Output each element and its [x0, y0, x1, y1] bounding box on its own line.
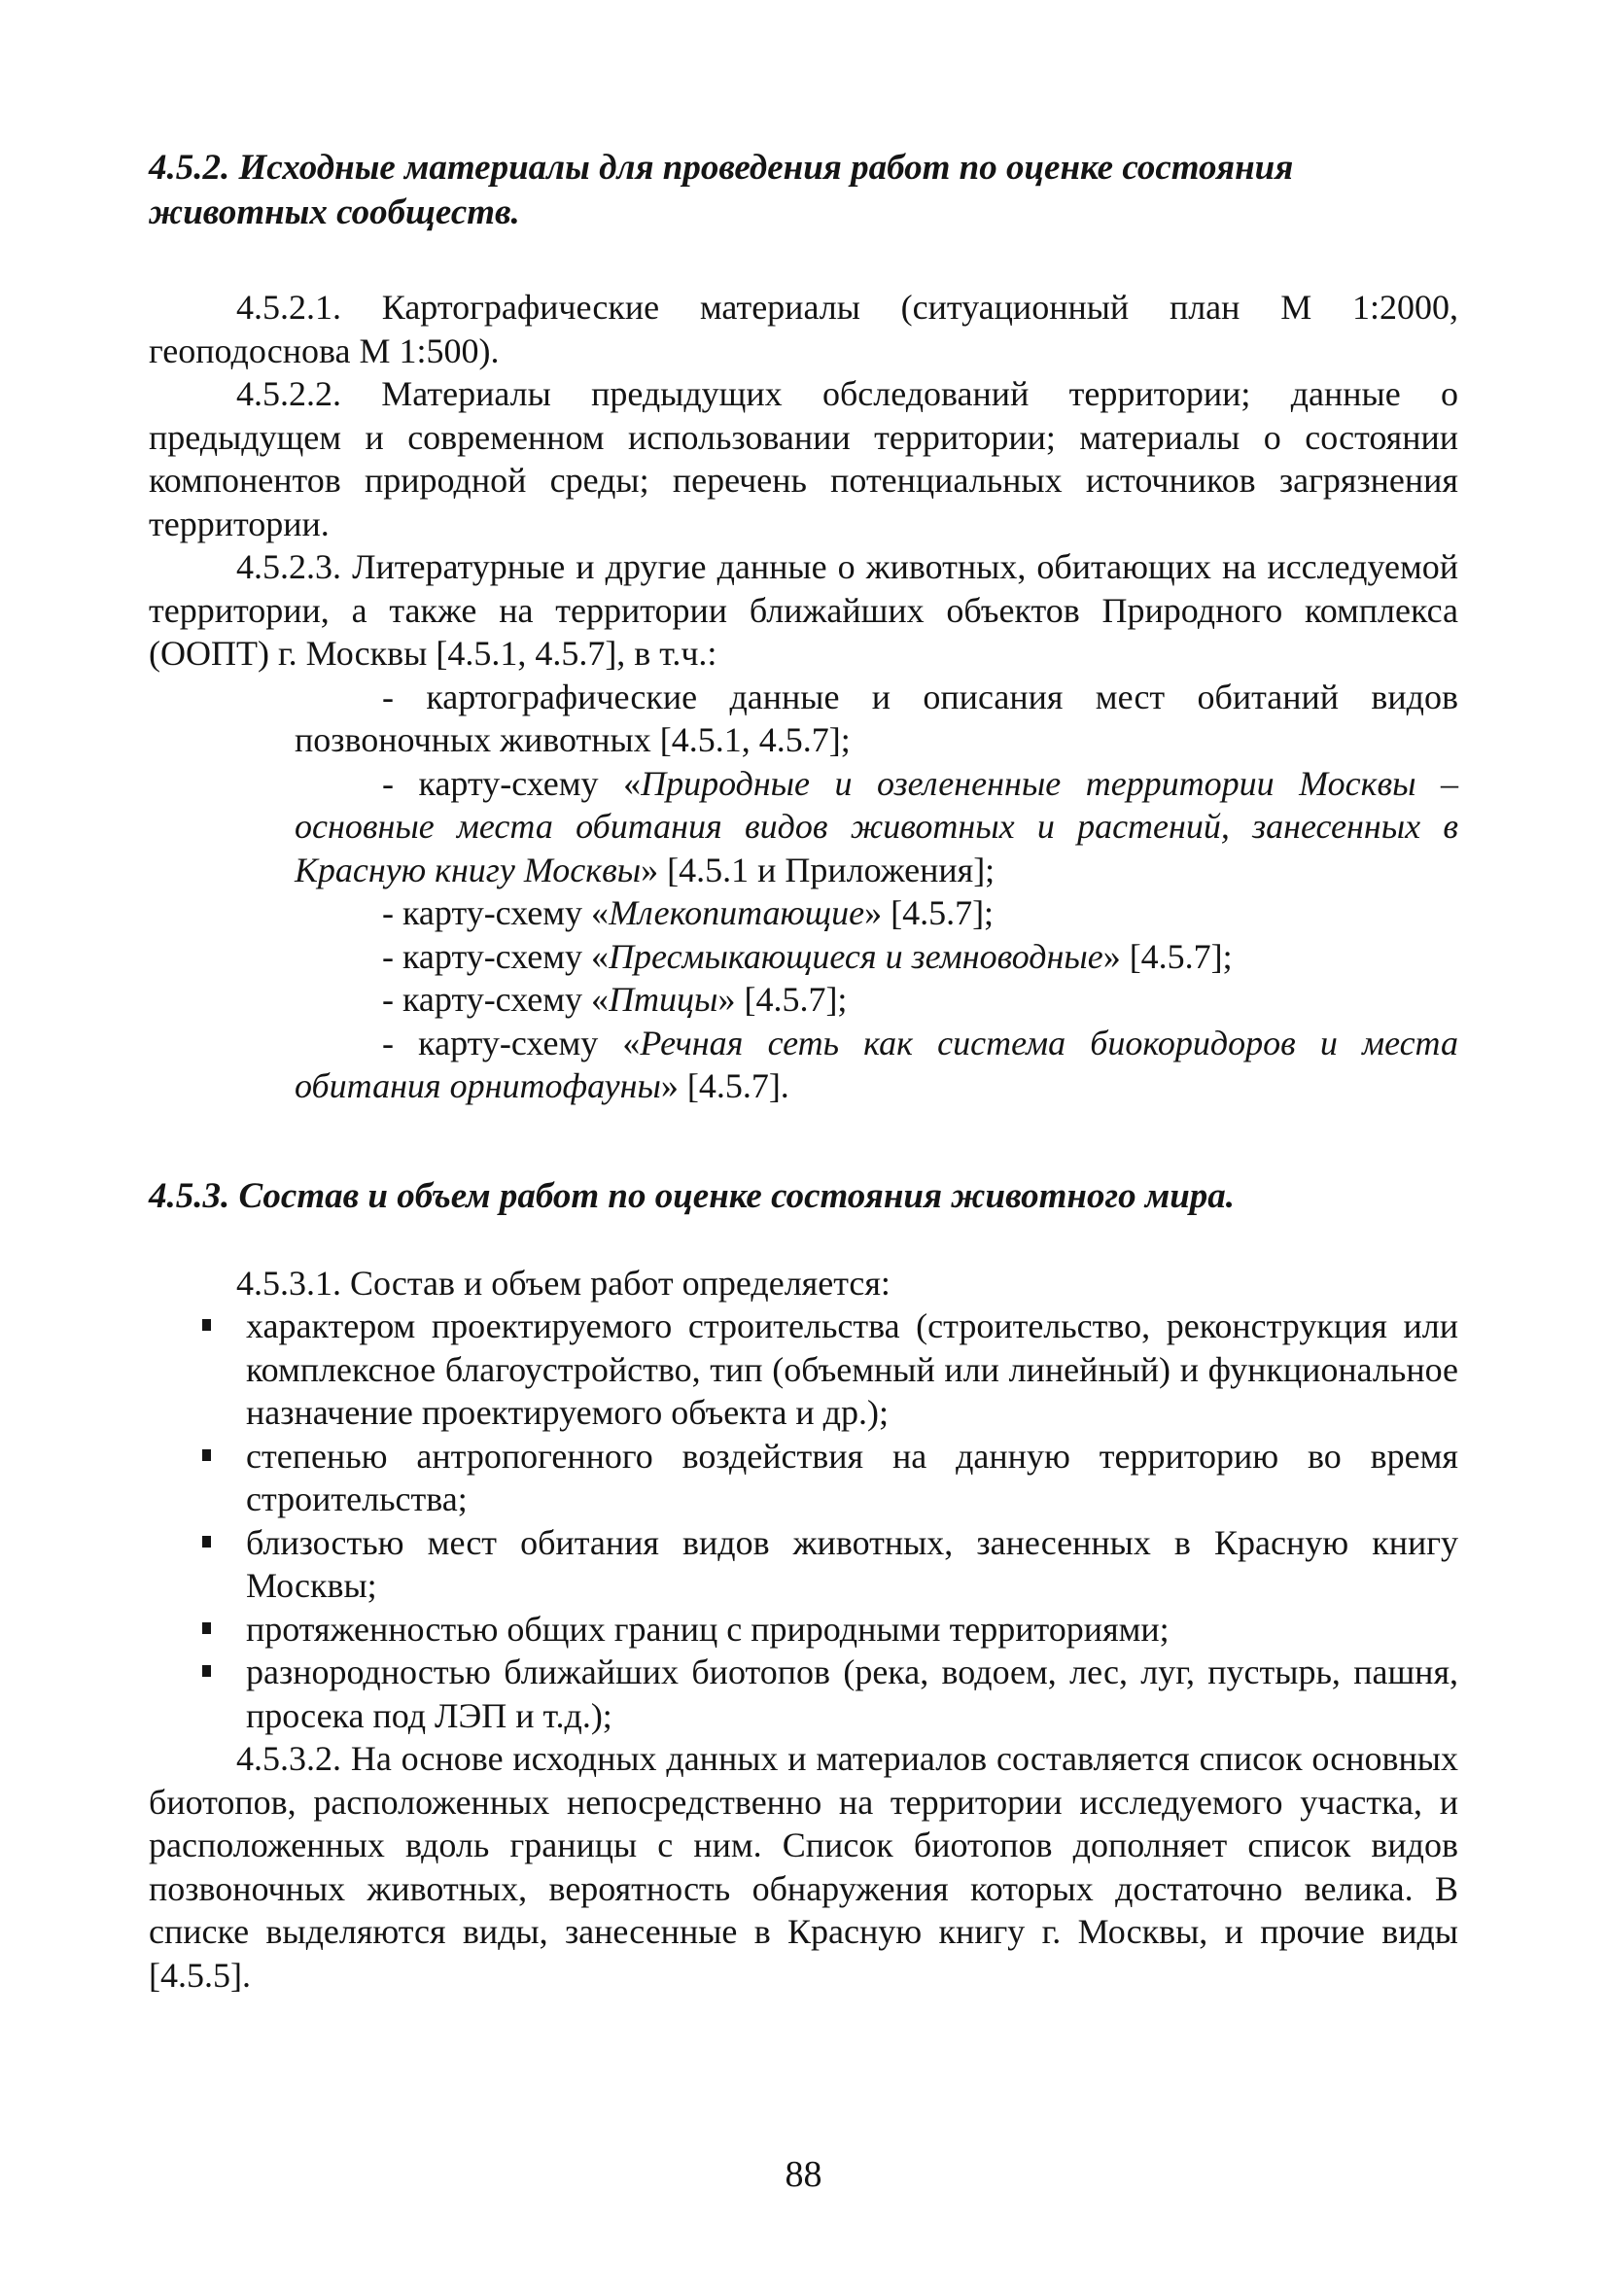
bullet-icon [202, 1536, 211, 1548]
bullet-icon [202, 1665, 211, 1677]
source-item: - карту-схему «Млекопитающие» [4.5.7]; [382, 893, 995, 932]
bullet-icon [202, 1449, 211, 1461]
list-item: разнородностью ближайших биотопов (река, водоем, лес, луг, пустырь, пашня, просека под ЛЭП и т.д.); [149, 1651, 1458, 1737]
source-item: - карту-схему «Птицы» [4.5.7]; [382, 980, 848, 1019]
source-item: - карту-схему «Природные и озелененные территории Москвы – основные места обитания видов животных и растений, занесенных в Красную книгу Москвы» [4.5.1 и Приложения]; [295, 763, 1458, 889]
list-item: протяженностью общих границ с природными территориями; [149, 1608, 1458, 1652]
source-item: - картографические данные и описания мест обитаний видов позвоночных животных [4.5.1, 4.5.7]; [295, 677, 1458, 759]
source-list [149, 676, 1458, 1108]
page-number: 88 [785, 2154, 822, 2195]
bullet-icon [202, 1319, 211, 1331]
paragraph-4-5-2-2: 4.5.2.2. Материалы предыдущих обследований территории; данные о предыдущем и современном использовании территории; материалы о состоянии компонентов природной среды; перечень потенциальных источников загрязнения территории. [149, 374, 1458, 543]
list-item: степенью антропогенного воздействия на данную территорию во время строительства; [149, 1435, 1458, 1521]
paragraph-4-5-2-3: 4.5.2.3. Литературные и другие данные о животных, обитающих на исследуемой территории, а также на территории ближайших объектов Природного комплекса (ООПТ) г. Москвы [4.5.1, 4.5.7], в т.ч.: [149, 547, 1458, 673]
paragraph-4-5-2-1: 4.5.2.1. Картографические материалы (ситуационный план М 1:2000, геоподоснова М 1:500). [149, 288, 1458, 370]
list-item: характером проектируемого строительства (строительство, реконструкция или комплексное благоустройство, тип (объемный или линейный) и функциональное назначение проектируемого объекта и др.); [149, 1305, 1458, 1435]
source-item: - карту-схему «Пресмыкающиеся и земноводные» [4.5.7]; [382, 936, 1233, 976]
source-item: - карту-схему «Речная сеть как система биокоридоров и места обитания орнитофауны» [4.5.7]. [295, 1023, 1458, 1105]
criteria-list [149, 1305, 1458, 1737]
section-heading-4-5-3: 4.5.3. Состав и объем работ по оценке состояния животного мира. [149, 1175, 1236, 1216]
bullet-icon [202, 1622, 211, 1634]
paragraph-4-5-3-1: 4.5.3.1. Состав и объем работ определяется: [236, 1263, 891, 1303]
list-item: близостью мест обитания видов животных, занесенных в Красную книгу Москвы; [149, 1521, 1458, 1608]
section-heading-4-5-2: 4.5.2. Исходные материалы для проведения работ по оценке состояния животных сообществ. [149, 148, 1294, 232]
paragraph-4-5-3-2: 4.5.3.2. На основе исходных данных и материалов составляется список основных биотопов, расположенных непосредственно на территории исследуемого участка, и расположенных вдоль границы с ним. Список биотопов дополняет список видов позвоночных животных, вероятность обнаружения которых достаточно велика. В списке выделяются виды, занесенные в Красную книгу г. Москвы, и прочие виды [4.5.5]. [149, 1739, 1458, 1995]
